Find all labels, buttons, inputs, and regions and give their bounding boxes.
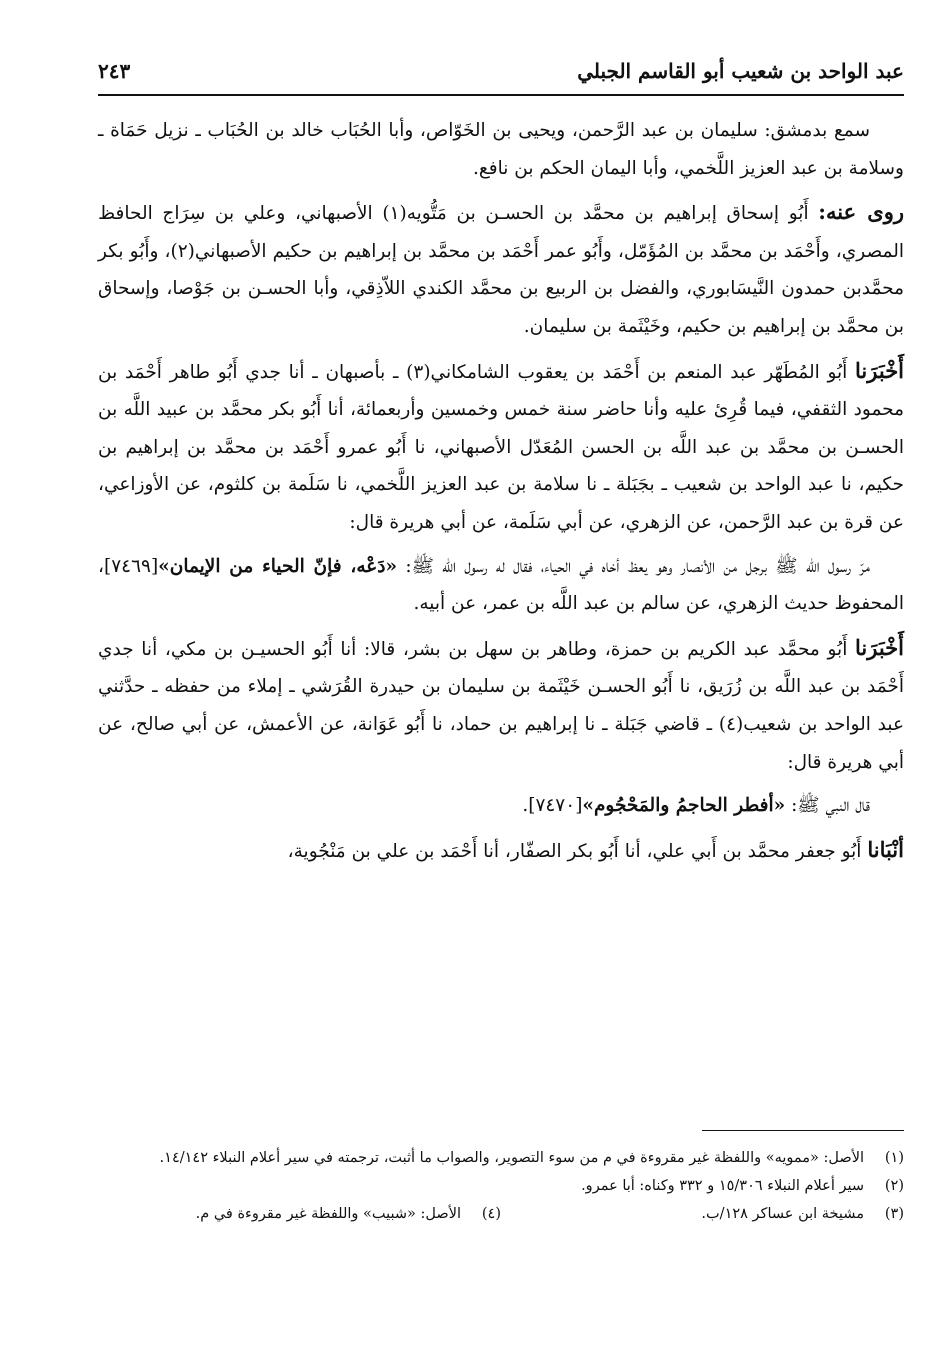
paragraph-text: مرّ رسول الله ﷺ برجل من الأنصار وهو يعظ أخاه في الحياء، فقال له رسول الله ﷺ: xyxy=(397,555,870,577)
footnote-number: (٢) xyxy=(884,1178,904,1194)
paragraph-narrated-from xyxy=(98,193,904,345)
paragraph-text: سمع بدمشق: سليمان بن عبد الرَّحمن، ويحيى بن الخَوّاص، وأبا الحُبَاب خالد بن الحُبَاب ـ نزيل حَمَاة ـ وسلامة بن عبد العزيز اللَّخمي، وأبا اليمان الحكم بن نافع. xyxy=(98,120,904,179)
footnote-text: مشيخة ابن عساكر ١٢٨/ب. xyxy=(701,1206,864,1222)
paragraph-text: [٧٤٦٩]، المحفوظ حديث الزهري، عن سالم بن عبد اللَّه بن عمر، عن أبيه. xyxy=(98,555,904,615)
lead-word: أنْبَانا xyxy=(867,836,904,862)
paragraph-isnad-2 xyxy=(98,629,904,781)
paragraph-text: أَبُو إسحاق إبراهيم بن محمَّد بن الحسـن بن مَتُّويه(١) الأصبهاني، وعلي بن سِرَاج الحافظ المصري، وأَحْمَد بن محمَّد بن المُؤَمّل، وأَبُو عمر أَحْمَد بن محمَّد بن إبراهيم بن حكيم الأصبهاني(٢)، وأَبُو بكر محمَّدبن حمدون النَّيسَابوري، والفضل بن الربيع بن محمَّد الكندي اللاّذِقي، وأبا الحسـن بن جَوْصا، وإسحاق بن محمَّد بن إبراهيم بن حكيم، وخَيْثَمة بن سليمان. xyxy=(98,203,904,337)
footnote-number: (١) xyxy=(884,1150,904,1166)
footnote-4 xyxy=(98,1200,501,1228)
footnote-text: الأصل: «شبيب» واللفظة غير مقروءة في م. xyxy=(195,1206,461,1222)
paragraph-isnad-3 xyxy=(98,831,904,871)
footnote-number: (٤) xyxy=(481,1206,501,1222)
paragraph-heard-from xyxy=(98,112,904,187)
footnote-number: (٣) xyxy=(884,1206,904,1222)
footnote-text: الأصل: «ممويه» واللفظة غير مقروءة في م من سوء التصوير، والصواب ما أثبت، ترجمته في سير أعلام النبلاء ١٤/١٤٢. xyxy=(159,1150,864,1166)
hadith-quote: «أفطر الحاجمُ والمَحْجُوم» xyxy=(582,795,786,817)
hadith-quote: «دَعْه، فإنّ الحياء من الإيمان» xyxy=(158,555,398,577)
paragraph-text: أَبُو المُطَهّر عبد المنعم بن أَحْمَد بن يعقوب الشامكاني(٣) ـ بأصبهان ـ أنا جدي أَبُو طاهر أَحْمَد بن محمود الثقفي، فيما قُرِئ عليه وأنا حاضر سنة خمس وخمسين وأربعمائة، أنا أَبُو بكر محمَّد بن عبيد اللَّه بن الحسـن بن محمَّد بن عبد اللَّه بن الحسن المُعَدّل الأصبهاني، نا أَبُو عمرو أَحْمَد بن محمَّد بن إبراهيم بن حكيم، نا عبد الواحد بن شعيب ـ بجَبَلة ـ نا سلامة بن عبد العزيز اللَّخمي، نا سَلَمة بن كلثوم، عن الأوزاعي، عن قرة بن عبد الرَّحمن، عن الزهري، عن أبي سَلَمة، عن أبي هريرة قال: xyxy=(98,361,904,533)
running-title: عبد الواحد بن شعيب أبو القاسم الجبلي xyxy=(577,59,904,83)
page-number: ٢٤٣ xyxy=(98,59,131,83)
footnote-row-3-4 xyxy=(98,1200,904,1228)
paragraph-isnad-1 xyxy=(98,352,904,542)
paragraph-text: [٧٤٧٠]. xyxy=(522,795,583,817)
paragraph-text: أَبُو جعفر محمَّد بن أَبي علي، أنا أَبُو بكر الصفّار، أنا أَحْمَد بن علي بن مَنْجُوية، xyxy=(287,840,868,862)
page-header xyxy=(98,48,904,96)
footnote-text: سير أعلام النبلاء ١٥/٣٠٦ و ٣٣٢ وكناه: أبا عمرو. xyxy=(581,1178,864,1194)
footnote-1 xyxy=(98,1144,904,1172)
main-text xyxy=(98,112,904,876)
paragraph-text: أَبُو محمَّد عبد الكريم بن حمزة، وطاهر بن سهل بن بشر، قالا: أنا أَبُو الحسيـن بن مكي، أنا جدي أَحْمَد بن عبد اللَّه بن زُرَيق، نا أَبُو الحسـن خَيْثَمة بن سليمان بن حيدرة القُرَشي ـ إملاء من حفظه ـ حدَّثني عبد الواحد بن شعيب(٤) ـ قاضي جَبَلة ـ نا إبراهيم بن حماد، نا أَبُو عَوَانة، عن الأعمش، عن أبي صالح، عن أبي هريرة قال: xyxy=(98,638,904,773)
footnotes xyxy=(98,1144,904,1228)
paragraph-hadith-2 xyxy=(98,787,904,825)
paragraph-hadith-1 xyxy=(98,548,904,623)
lead-word: أَخْبَرَنا xyxy=(855,357,905,383)
footnote-3 xyxy=(501,1200,904,1228)
lead-word: روى عنه: xyxy=(818,199,904,225)
footnote-separator xyxy=(702,1130,904,1131)
paragraph-text: قال النبي ﷺ: xyxy=(785,795,870,817)
lead-word: أَخْبَرَنا xyxy=(855,634,904,660)
footnote-2 xyxy=(98,1172,904,1200)
